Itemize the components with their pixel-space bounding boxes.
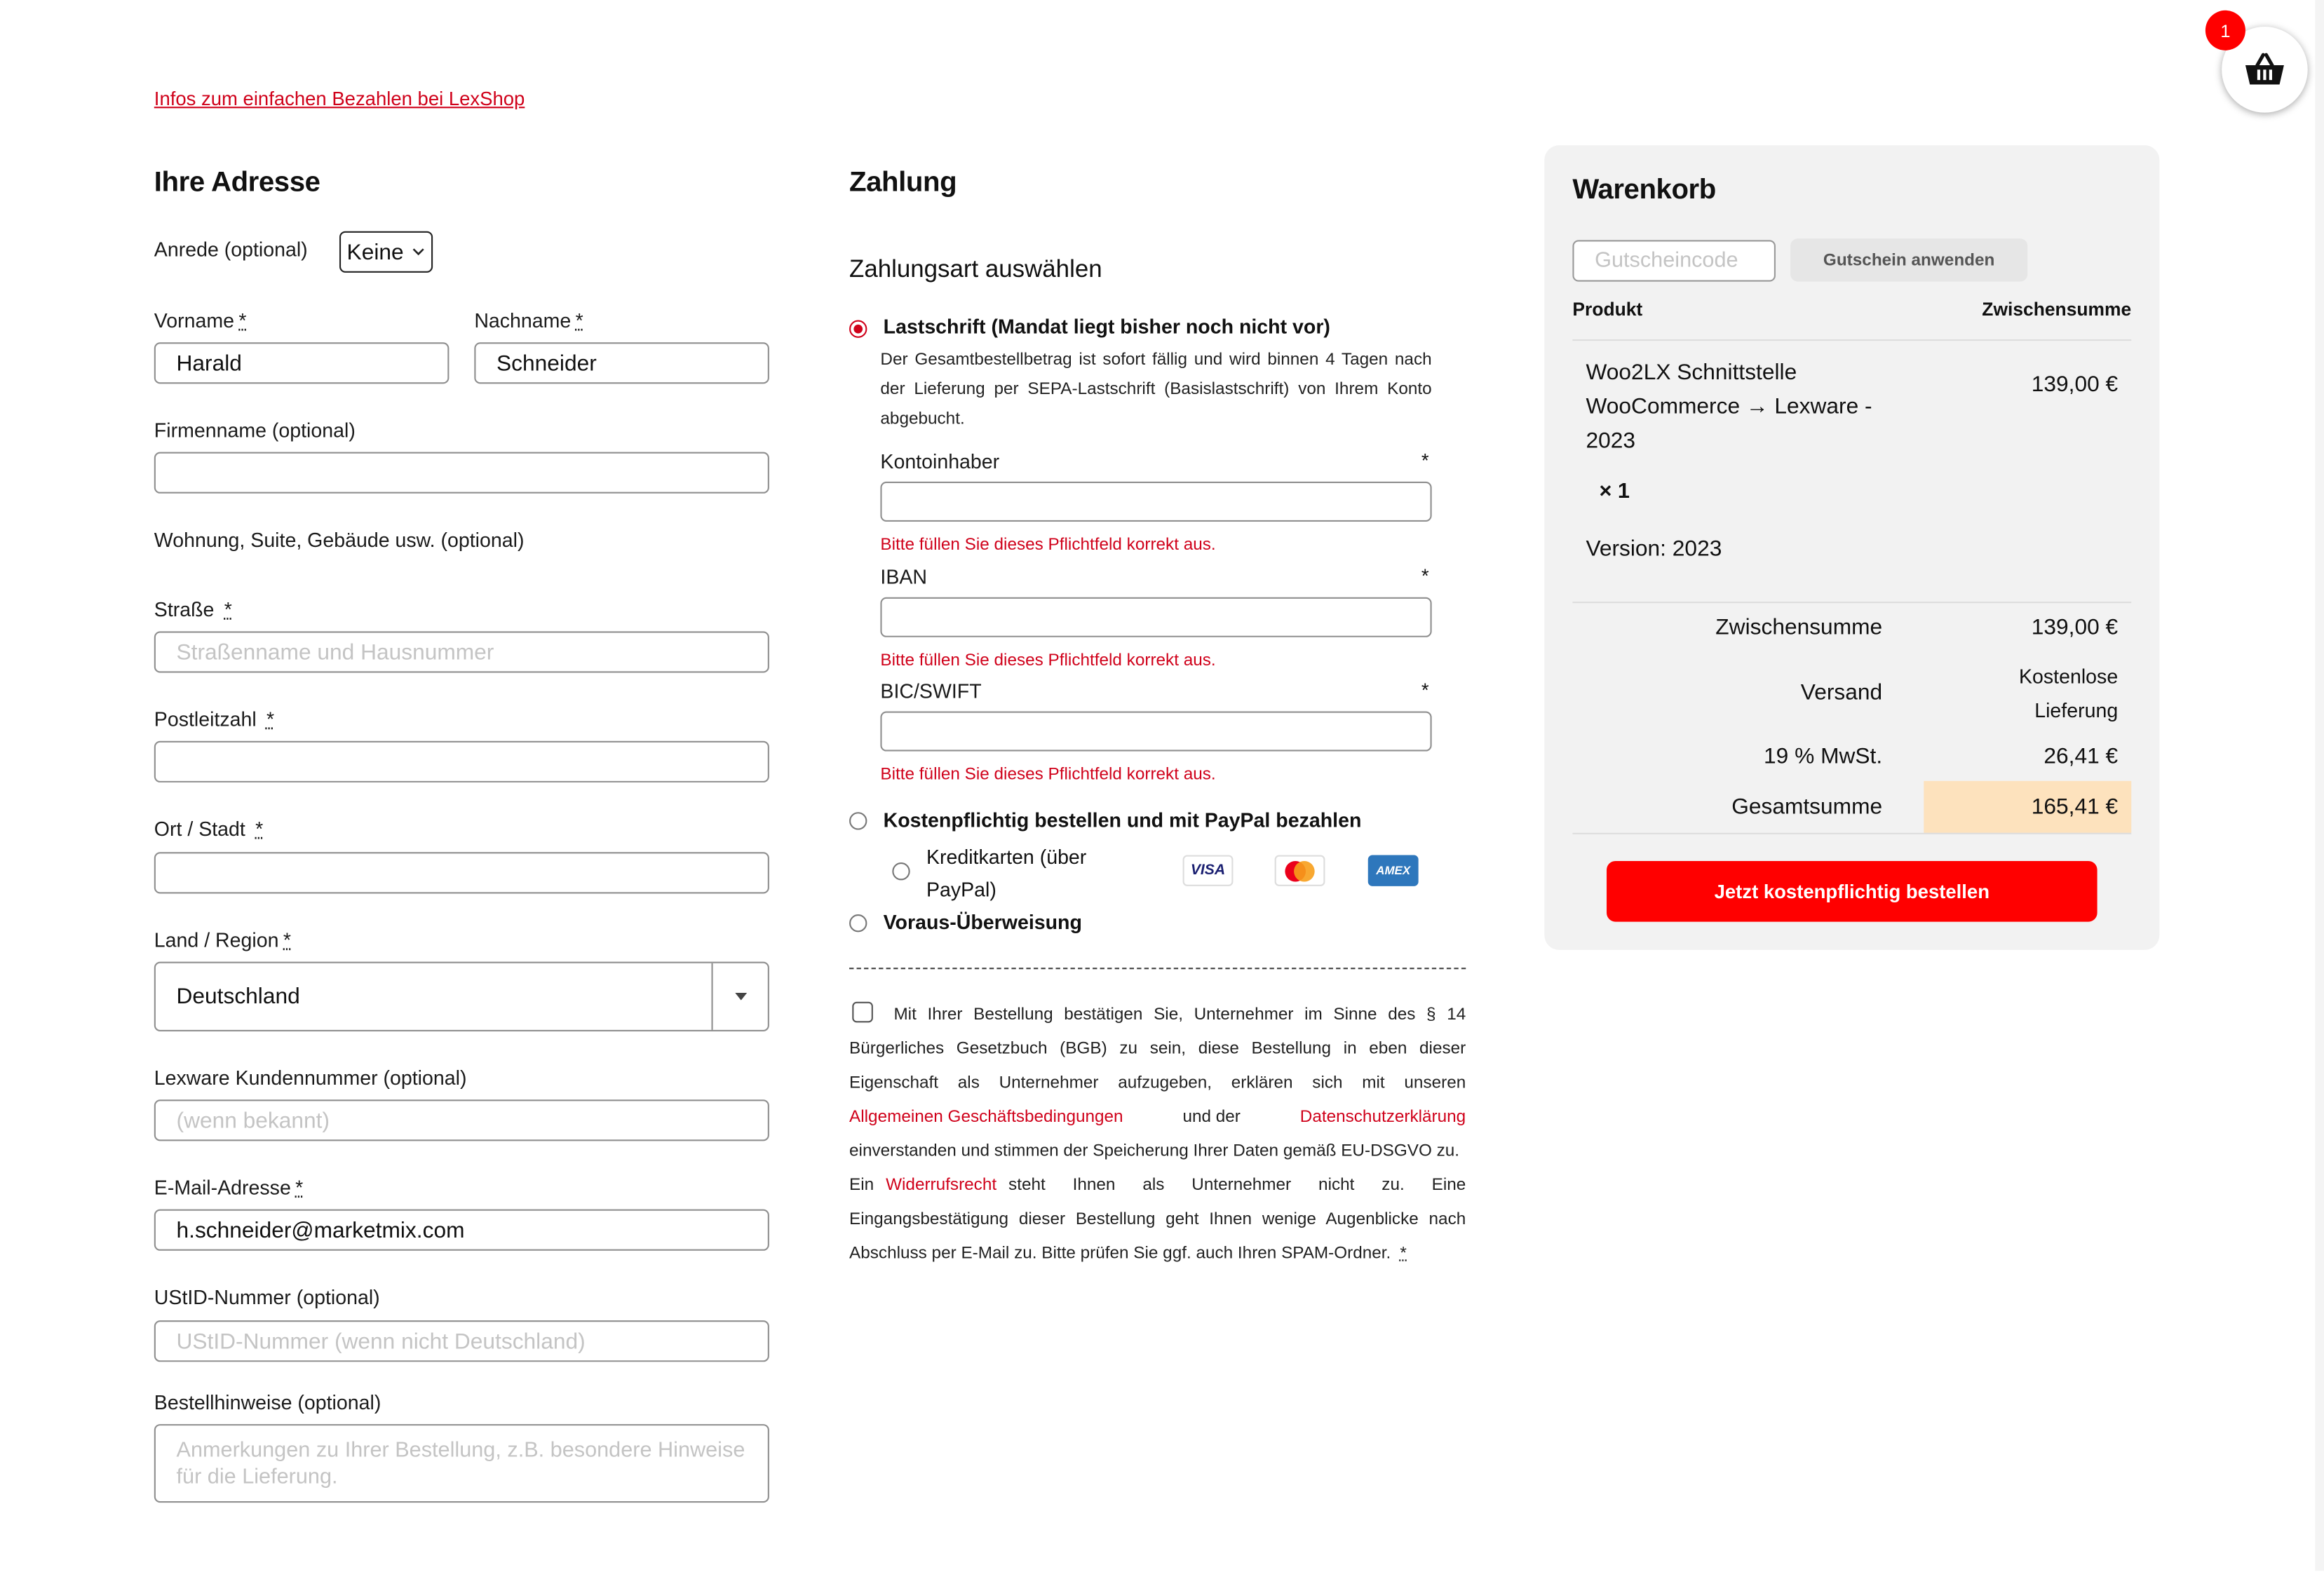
cart-total-divider: [1572, 833, 2131, 834]
iban-input[interactable]: [880, 597, 1431, 637]
total-value: 165,41 €: [2031, 794, 2119, 820]
company-label: Firmenname (optional): [154, 419, 356, 442]
subtotal-label: Zwischensumme: [1715, 615, 1883, 641]
place-order-button[interactable]: Jetzt kostenpflichtig bestellen: [1607, 861, 2097, 922]
caret-down-icon: [734, 993, 746, 1001]
product-name: Woo2LX Schnittstelle WooCommerce → Lexware - 2023: [1586, 360, 1872, 454]
iban-label: IBAN: [880, 566, 928, 589]
salutation-value: Keine: [346, 239, 404, 265]
basket-icon: [2244, 52, 2285, 88]
paypal-radio[interactable]: [849, 812, 867, 829]
country-value: Deutschland: [176, 984, 300, 1010]
vat-id-input[interactable]: UStID-Nummer (wenn nicht Deutschland): [154, 1320, 769, 1362]
customer-number-label: Lexware Kundennummer (optional): [154, 1066, 467, 1090]
product-quantity: × 1: [1599, 480, 1630, 504]
cart-header-divider: [1572, 339, 2131, 341]
shipping-value: Kostenlose Lieferung: [2019, 665, 2119, 722]
account-holder-label: Kontoinhaber: [880, 450, 1000, 473]
order-notes-textarea[interactable]: Anmerkungen zu Ihrer Bestellung, z.B. besondere Hinweise für die Lieferung.: [154, 1424, 769, 1503]
city-input[interactable]: [154, 852, 769, 893]
country-label: Land / Region *: [154, 929, 291, 951]
tax-label: 19 % MwSt.: [1763, 743, 1883, 769]
account-holder-required: *: [1421, 449, 1429, 472]
street-label: Straße *: [154, 598, 232, 621]
subtotal-value: 139,00 €: [2031, 615, 2119, 641]
company-input[interactable]: [154, 452, 769, 494]
product-version: Version: 2023: [1586, 536, 1722, 562]
prepayment-radio[interactable]: [849, 914, 867, 932]
cart-count-badge: 1: [2205, 11, 2245, 50]
email-label: E-Mail-Adresse *: [154, 1177, 304, 1199]
visa-icon: VISA: [1183, 855, 1234, 886]
customer-number-input[interactable]: (wenn bekannt): [154, 1099, 769, 1141]
product-price: 139,00 €: [2031, 372, 2119, 398]
salutation-label: Anrede (optional): [154, 238, 308, 261]
page-scrollbar[interactable]: [2315, 0, 2324, 1571]
terms-text: Mit Ihrer Bestellung bestätigen Sie, Unternehmer im Sinne des § 14 Bürgerliches Gesetzbuch (BGB) zu sein, diese Bestellung in eben dieser Eigenschaft als Unternehmer aufzugeben, erklären sich mit unseren Allgemeinen Geschäftsbedingungen und der Datenschutzerklärung einverstanden und stimmen der Speicherung Ihrer Daten gemäß EU-DSGVO zu. Ein Widerrufsrecht steht Ihnen als Unternehmer nicht zu. Eine Eingangsbestätigung dieser Bestellung geht Ihnen wenige Augenblicke nach Abschluss per E-Mail zu. Bitte prüfen Sie ggf. auch Ihren SPAM-Ordner. *: [849, 1006, 1466, 1263]
bic-label: BIC/SWIFT: [880, 680, 982, 703]
col-product-header: Produkt: [1572, 299, 1643, 320]
privacy-policy-link[interactable]: Datenschutzerklärung: [1299, 1108, 1466, 1127]
address-heading: Ihre Adresse: [154, 167, 320, 199]
payment-divider: [849, 968, 1466, 969]
salutation-select[interactable]: [339, 231, 433, 273]
tax-value: 26,41 €: [2043, 743, 2119, 769]
zip-input[interactable]: [154, 741, 769, 782]
country-select[interactable]: [154, 962, 769, 1031]
payment-info-link[interactable]: Infos zum einfachen Bezahlen bei LexShop: [154, 87, 525, 110]
lastname-label: Nachname *: [474, 309, 583, 332]
email-input[interactable]: h.schneider@marketmix.com: [154, 1210, 769, 1251]
account-holder-error: Bitte füllen Sie dieses Pflichtfeld korrekt aus.: [880, 536, 1216, 555]
total-label: Gesamtsumme: [1731, 794, 1883, 820]
zip-label: Postleitzahl *: [154, 708, 275, 731]
account-holder-input[interactable]: [880, 482, 1431, 522]
shipping-label: Versand: [1800, 680, 1883, 706]
cart-items-divider: [1572, 602, 2131, 603]
coupon-input[interactable]: Gutscheincode: [1572, 240, 1776, 281]
country-dropdown-toggle[interactable]: [711, 963, 767, 1030]
bic-error: Bitte füllen Sie dieses Pflichtfeld korrekt aus.: [880, 766, 1216, 785]
apply-coupon-button[interactable]: Gutschein anwenden: [1790, 238, 2027, 281]
sepa-radio[interactable]: [849, 320, 867, 338]
firstname-label: Vorname *: [154, 309, 247, 332]
chevron-down-icon: [412, 248, 425, 257]
apartment-label: Wohnung, Suite, Gebäude usw. (optional): [154, 529, 525, 552]
prepayment-label: Voraus-Überweisung: [883, 911, 1082, 934]
sepa-label: Lastschrift (Mandat liegt bisher noch nicht vor): [883, 316, 1330, 338]
credit-card-radio[interactable]: [892, 862, 910, 880]
bic-input[interactable]: [880, 711, 1431, 751]
payment-subheading: Zahlungsart auswählen: [849, 256, 1102, 283]
amex-icon: AMEX: [1368, 855, 1419, 886]
terms-agb-link[interactable]: Allgemeinen Geschäftsbedingungen: [849, 1108, 1123, 1127]
paypal-label: Kostenpflichtig bestellen und mit PayPal bezahlen: [883, 808, 1362, 832]
cart-heading: Warenkorb: [1572, 175, 1716, 206]
sepa-description: Der Gesamtbestellbetrag ist sofort fällig und wird binnen 4 Tagen nach der Lieferung per SEPA-Lastschrift (Basislastschrift) von Ihrem Konto abgebucht.: [880, 351, 1432, 428]
street-input[interactable]: Straßenname und Hausnummer: [154, 631, 769, 672]
lastname-input[interactable]: Schneider: [474, 342, 769, 384]
city-label: Ort / Stadt *: [154, 818, 264, 841]
iban-error: Bitte füllen Sie dieses Pflichtfeld korrekt aus.: [880, 651, 1216, 670]
bic-required: *: [1421, 678, 1429, 701]
payment-heading: Zahlung: [849, 167, 957, 199]
firstname-input[interactable]: Harald: [154, 342, 450, 384]
iban-required: *: [1421, 564, 1429, 587]
col-subtotal-header: Zwischensumme: [1982, 299, 2132, 320]
mastercard-icon: [1275, 855, 1325, 886]
vat-id-label: UStID-Nummer (optional): [154, 1286, 380, 1309]
withdrawal-link[interactable]: Widerrufsrecht: [886, 1177, 997, 1195]
order-notes-label: Bestellhinweise (optional): [154, 1391, 381, 1414]
credit-card-label: Kreditkarten (über PayPal): [926, 846, 1087, 902]
